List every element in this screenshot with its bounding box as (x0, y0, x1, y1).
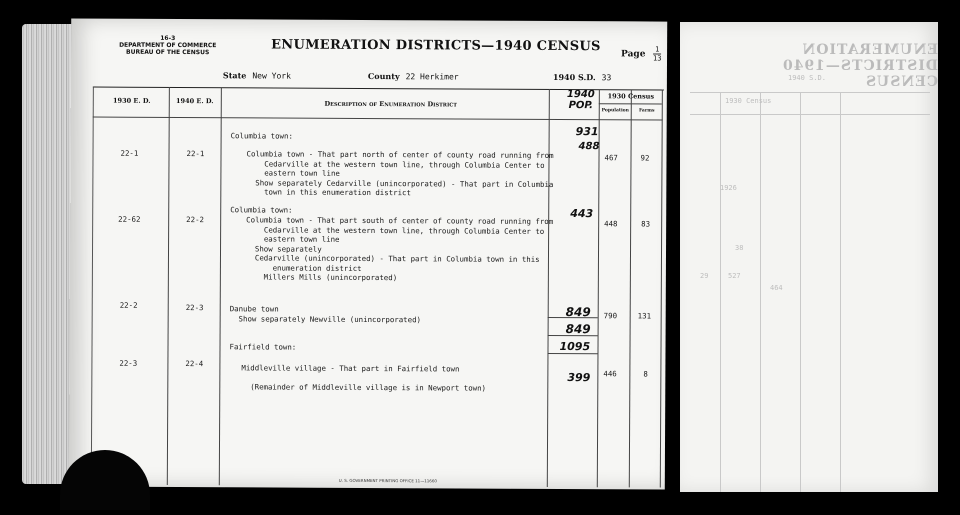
facing-column-rule (800, 92, 801, 492)
county-field (368, 71, 459, 81)
form-number: 16-3 (160, 34, 176, 42)
department-name: DEPARTMENT OF COMMERCE (119, 41, 217, 50)
sd-field (553, 72, 611, 82)
row-description-line: Cedarville (unincorporated) - That part in Columbia town in this (245, 253, 540, 264)
column-header-population: Population (601, 108, 629, 114)
column-header-1940-pop: 1940 POP. (566, 89, 595, 112)
row-1930-population: 448 (604, 219, 618, 229)
row-description-line: Show separately Newville (unincorporated) (229, 314, 422, 325)
row-description-line: Cedarville at the western town line, through Columbia Center to (246, 224, 545, 236)
row-description-line: Cedarville at the western town line, through Columbia Center to (246, 158, 545, 170)
column-header-description: Description of Enumeration District (324, 99, 458, 109)
faint-value: 464 (770, 284, 783, 292)
page-number (653, 45, 662, 62)
handwritten-pop-subtotal: 849 (565, 322, 591, 337)
page-title: ENUMERATION DISTRICTS—1940 CENSUS (271, 37, 601, 55)
faint-value: 1930 Census (725, 97, 772, 105)
faint-value: 527 (728, 272, 741, 280)
handwritten-pop: 931 (575, 125, 599, 139)
column-header-1930-census: 1930 Census (607, 92, 655, 101)
bureau-name: BUREAU OF THE CENSUS (126, 48, 210, 57)
facing-page (680, 22, 938, 492)
row-1940-ed: 22-4 (185, 359, 204, 369)
row-1940-ed: 22-2 (186, 215, 205, 225)
row-description-line: Columbia town - That part south of center of county road running from (246, 215, 554, 226)
handwritten-pop: 1095 (559, 340, 591, 354)
row-description-line: eastern town line (246, 168, 340, 178)
sd-label: 1940 S.D. (552, 71, 596, 83)
handwritten-pop: 443 (570, 207, 594, 221)
faint-value: 1940 S.D. (788, 74, 826, 82)
census-page (69, 18, 667, 489)
county-value: 22 Herkimer (405, 72, 459, 82)
row-1930-population: 790 (603, 311, 618, 321)
row-1930-ed: 22-62 (118, 214, 141, 224)
column-header-1930-ed: 1930 E. D. (113, 96, 151, 105)
facing-rule (690, 114, 930, 115)
state-value: New York (252, 71, 291, 81)
row-1930-farms: 8 (643, 369, 648, 379)
row-description-line: Danube town (229, 304, 279, 314)
row-description-line: Columbia town: (230, 205, 293, 215)
row-1930-farms: 131 (637, 311, 652, 321)
faint-value: 29 (700, 272, 709, 280)
page-total-value: 13 (653, 54, 662, 63)
row-description-line: town in this enumeration district (246, 187, 411, 198)
page-label: Page (621, 49, 646, 60)
faint-value: 1926 (720, 184, 737, 192)
row-1930-ed: 22-3 (119, 358, 138, 368)
row-description-line: Show separately (246, 243, 322, 254)
row-1930-population: 446 (603, 369, 617, 379)
handwritten-pop: 488 (578, 141, 600, 153)
facing-column-rule (720, 92, 721, 492)
state-field (223, 70, 291, 80)
column-header-farms: Farms (638, 108, 655, 114)
printer-imprint: U. S. GOVERNMENT PRINTING OFFICE 11—11660 (338, 477, 437, 484)
facing-rule (690, 92, 930, 93)
row-1930-population: 467 (604, 153, 618, 163)
department-header (119, 35, 216, 57)
row-1940-ed: 22-1 (186, 149, 205, 159)
column-header-1940-ed: 1940 E. D. (176, 96, 214, 106)
facing-column-rule (760, 92, 761, 492)
row-1930-ed: 22-2 (119, 300, 138, 310)
row-1930-farms: 83 (641, 219, 651, 229)
row-description-line: Millers Mills (unincorporated) (245, 272, 398, 283)
handwritten-pop: 399 (567, 371, 591, 385)
row-description-line: enumeration district (245, 262, 362, 273)
faint-value: 38 (735, 244, 744, 252)
row-description-line: Show separately Cedarville (unincorporated) - That part in Columbia (246, 177, 554, 189)
county-label: County (367, 70, 400, 82)
row-description-line: eastern town line (246, 234, 340, 244)
sd-value: 33 (601, 73, 612, 83)
facing-column-rule (840, 92, 841, 492)
row-1930-farms: 92 (640, 153, 650, 163)
row-description-line: Fairfield town: (229, 342, 297, 352)
row-description-line: Columbia town - That part north of center of county road running from (246, 149, 554, 160)
row-1930-ed: 22-1 (120, 148, 139, 158)
state-label: State (222, 70, 247, 81)
handwritten-pop: 849 (565, 305, 591, 320)
page-number-value: 1 (655, 45, 660, 54)
row-description-line: Columbia town: (230, 131, 293, 141)
row-description-line: Middleville village - That part in Fairfield town (241, 363, 460, 374)
ghost-title: ENUMERATION DISTRICTS—1940 CENSUS (781, 42, 938, 90)
row-1940-ed: 22-3 (185, 303, 204, 313)
row-description-line: (Remainder of Middleville village is in Newport town) (241, 382, 487, 393)
